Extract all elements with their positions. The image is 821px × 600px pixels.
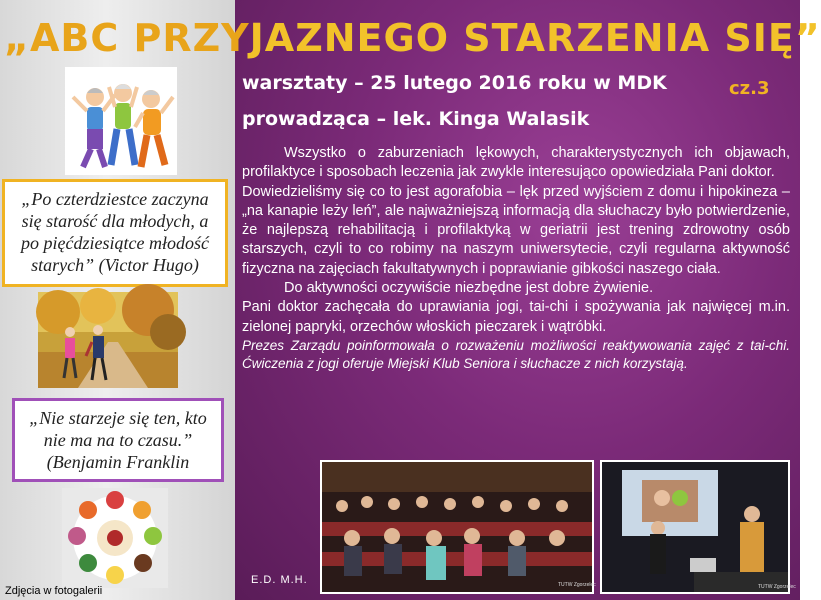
paragraph-1: Wszystko o zaburzeniach lękowych, charakterystycznych ich objawach, profilaktyce i sposobach leczenia jak zwykle interesująco opowiedziała Pani doktor. xyxy=(242,145,790,181)
audience-photo xyxy=(320,460,594,594)
healthy-food-wheel xyxy=(62,488,168,588)
autumn-walk-photo xyxy=(38,292,178,388)
article-body xyxy=(242,144,790,373)
exercising-seniors-cartoon xyxy=(65,67,177,175)
quote-benjamin-franklin: „Nie starzeje się ten, kto nie ma na to czasu.” (Benjamin Franklin xyxy=(12,398,224,482)
page-title xyxy=(4,10,821,66)
presenter: prowadząca – lek. Kinga Walasik xyxy=(242,108,590,130)
presenter-photo xyxy=(600,460,796,594)
quote-victor-hugo: „Po czterdziestce zaczyna się starość dla młodych, a po pięćdziesiątce młodość starych” (Victor Hugo) xyxy=(2,179,228,287)
gallery-caption: Zdjęcia w fotogalerii xyxy=(5,585,103,597)
part-label: cz.3 xyxy=(729,78,770,99)
paragraph-3: Do aktywności oczywiście niezbędne jest dobre żywienie. xyxy=(284,280,654,297)
title-part-2: JAZNEGO STARZENIA SIĘ” xyxy=(249,16,821,60)
paragraph-2: Dowiedzieliśmy się co to jest agorafobia – lęk przed wyjściem z domu i hipokineza – „na kanapie leży leń”, ale najważniejszą informacją dla słuchaczy było potwierdzenie, że najlepszą rehabilitacją i profilaktyką w geriatrii jest trening zdrowotny osób starszych, czyli to co robimy na naszym uniwersytecie, czyli regularna aktywność fizyczna na zajęciach fakultatywnych i poprawianie gibkości naszego ciała. xyxy=(242,183,790,277)
presenter-photo-watermark: TUTW Zgorzelec xyxy=(758,584,796,590)
audience-photo-watermark: TUTW Zgorzelec xyxy=(558,582,596,588)
paragraph-5: Prezes Zarządu poinformowała o rozważeniu możliwości reaktywowania zajęć z tai-chi. Ćwiczenia z jogi oferuje Miejski Klub Seniora i słuchacze z nich korzystają. xyxy=(242,337,790,371)
author-initials: E.D. M.H. xyxy=(251,574,308,586)
title-part-1: „ABC PRZY xyxy=(4,16,250,60)
paragraph-4: Pani doktor zachęcała do uprawiania jogi, tai-chi i spożywania jak najwięcej m.in. zielonej papryki, orzechów włoskich pieczarek i wątróbki. xyxy=(242,299,790,335)
workshop-date: warsztaty – 25 lutego 2016 roku w MDK xyxy=(242,72,667,94)
